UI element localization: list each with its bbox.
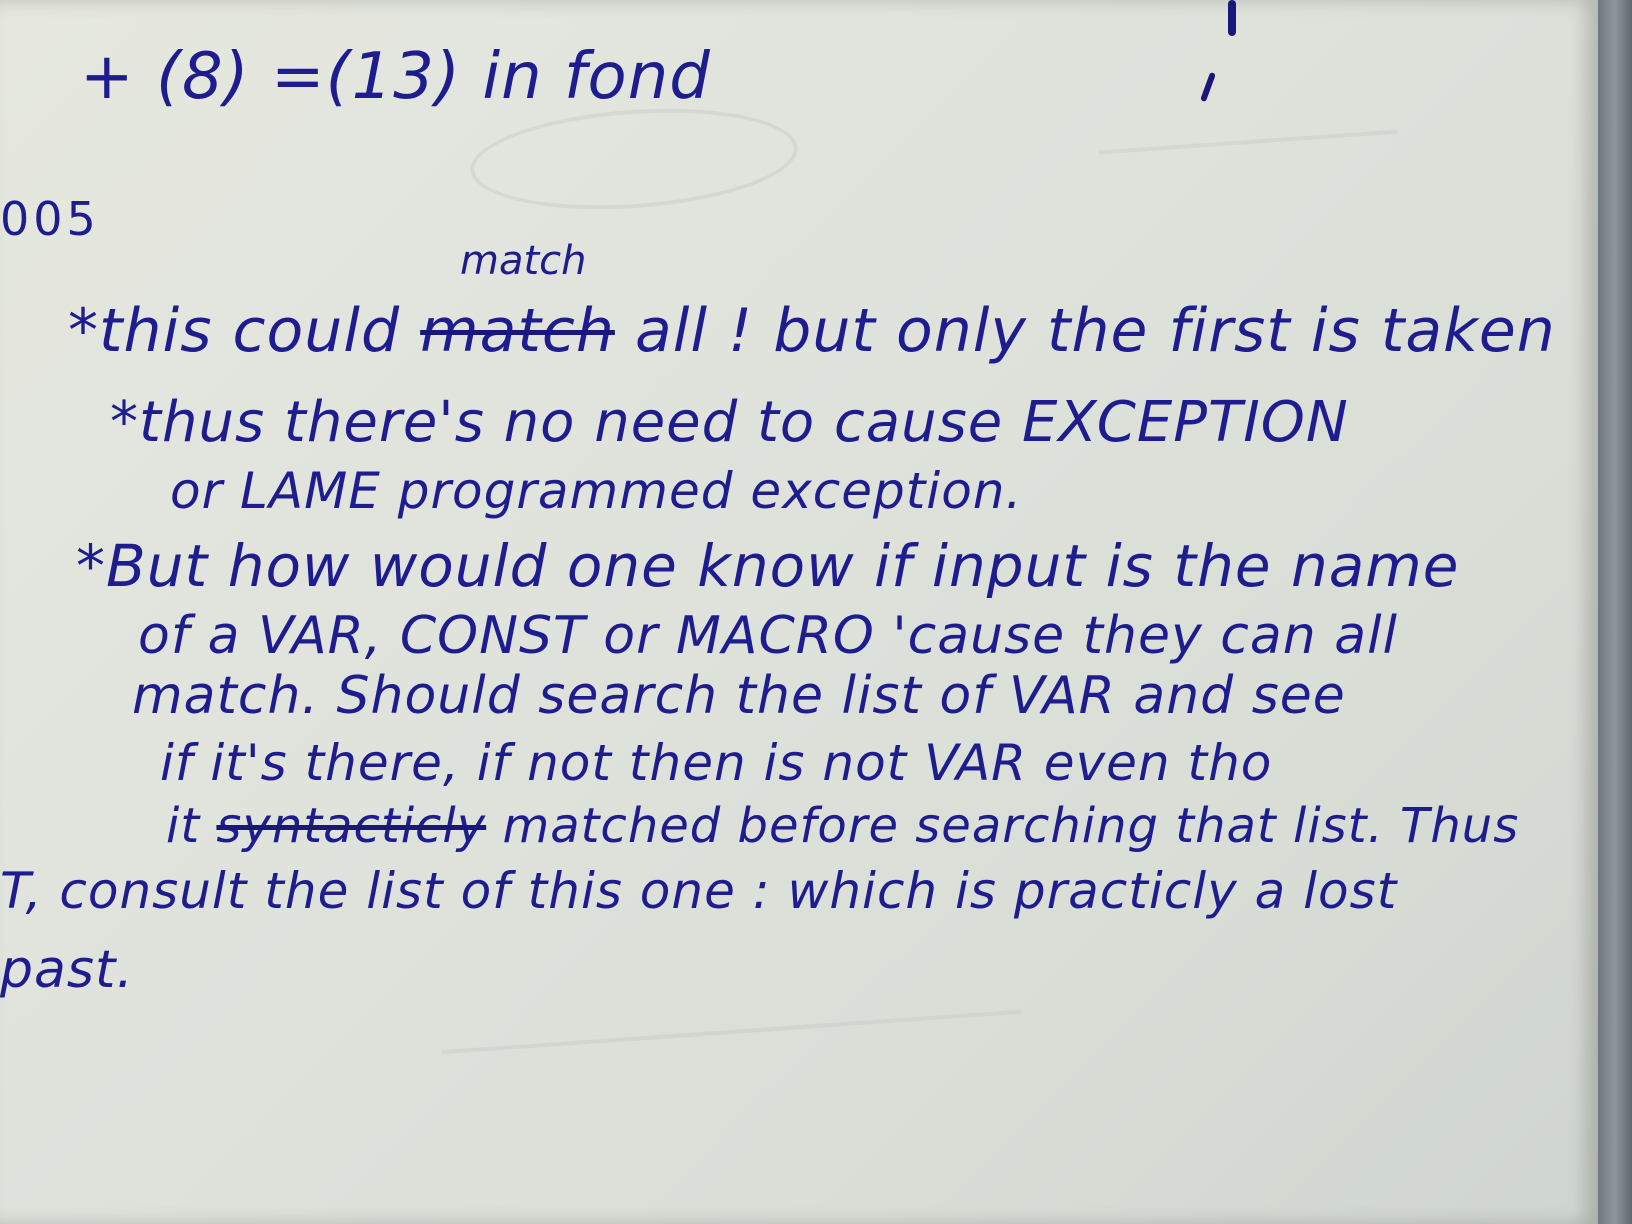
note-line-10 bbox=[166, 798, 1519, 854]
note-line-3-start: *this could bbox=[68, 296, 401, 366]
inserted-correction: match bbox=[460, 238, 587, 284]
bleed-through-mark bbox=[467, 99, 801, 220]
note-line-5: or LAME programmed exception. bbox=[170, 462, 1023, 520]
bleed-through-mark bbox=[1098, 130, 1402, 215]
note-line-2: 005 bbox=[0, 192, 100, 246]
note-line-11: T, consult the list of this one : which is practicly a lost bbox=[0, 862, 1398, 920]
note-line-6: *But how would one know if input is the name bbox=[76, 532, 1460, 600]
note-line-10-end: matched before searching that list. Thus bbox=[502, 798, 1520, 854]
note-line-3-end: all ! but only the first is taken bbox=[634, 296, 1556, 366]
struck-word: match bbox=[420, 296, 615, 366]
note-line-1: + (8) =(13) in fond bbox=[80, 40, 711, 114]
note-line-9: if it's there, if not then is not VAR even tho bbox=[160, 734, 1273, 792]
note-line-12: past. bbox=[0, 940, 134, 1000]
note-line-10-start: it bbox=[166, 798, 201, 854]
bleed-through-mark bbox=[439, 970, 1021, 1054]
ink-dot bbox=[1228, 0, 1236, 36]
page-edge-background bbox=[1598, 0, 1632, 1224]
note-line-8: match. Should search the list of VAR and see bbox=[132, 666, 1346, 726]
note-line-3 bbox=[68, 296, 1556, 366]
note-line-4: *thus there's no need to cause EXCEPTION bbox=[110, 390, 1349, 455]
struck-word-2: syntacticly bbox=[216, 798, 487, 854]
ink-dot bbox=[1200, 72, 1216, 102]
note-line-7: of a VAR, CONST or MACRO 'cause they can all bbox=[138, 606, 1399, 666]
